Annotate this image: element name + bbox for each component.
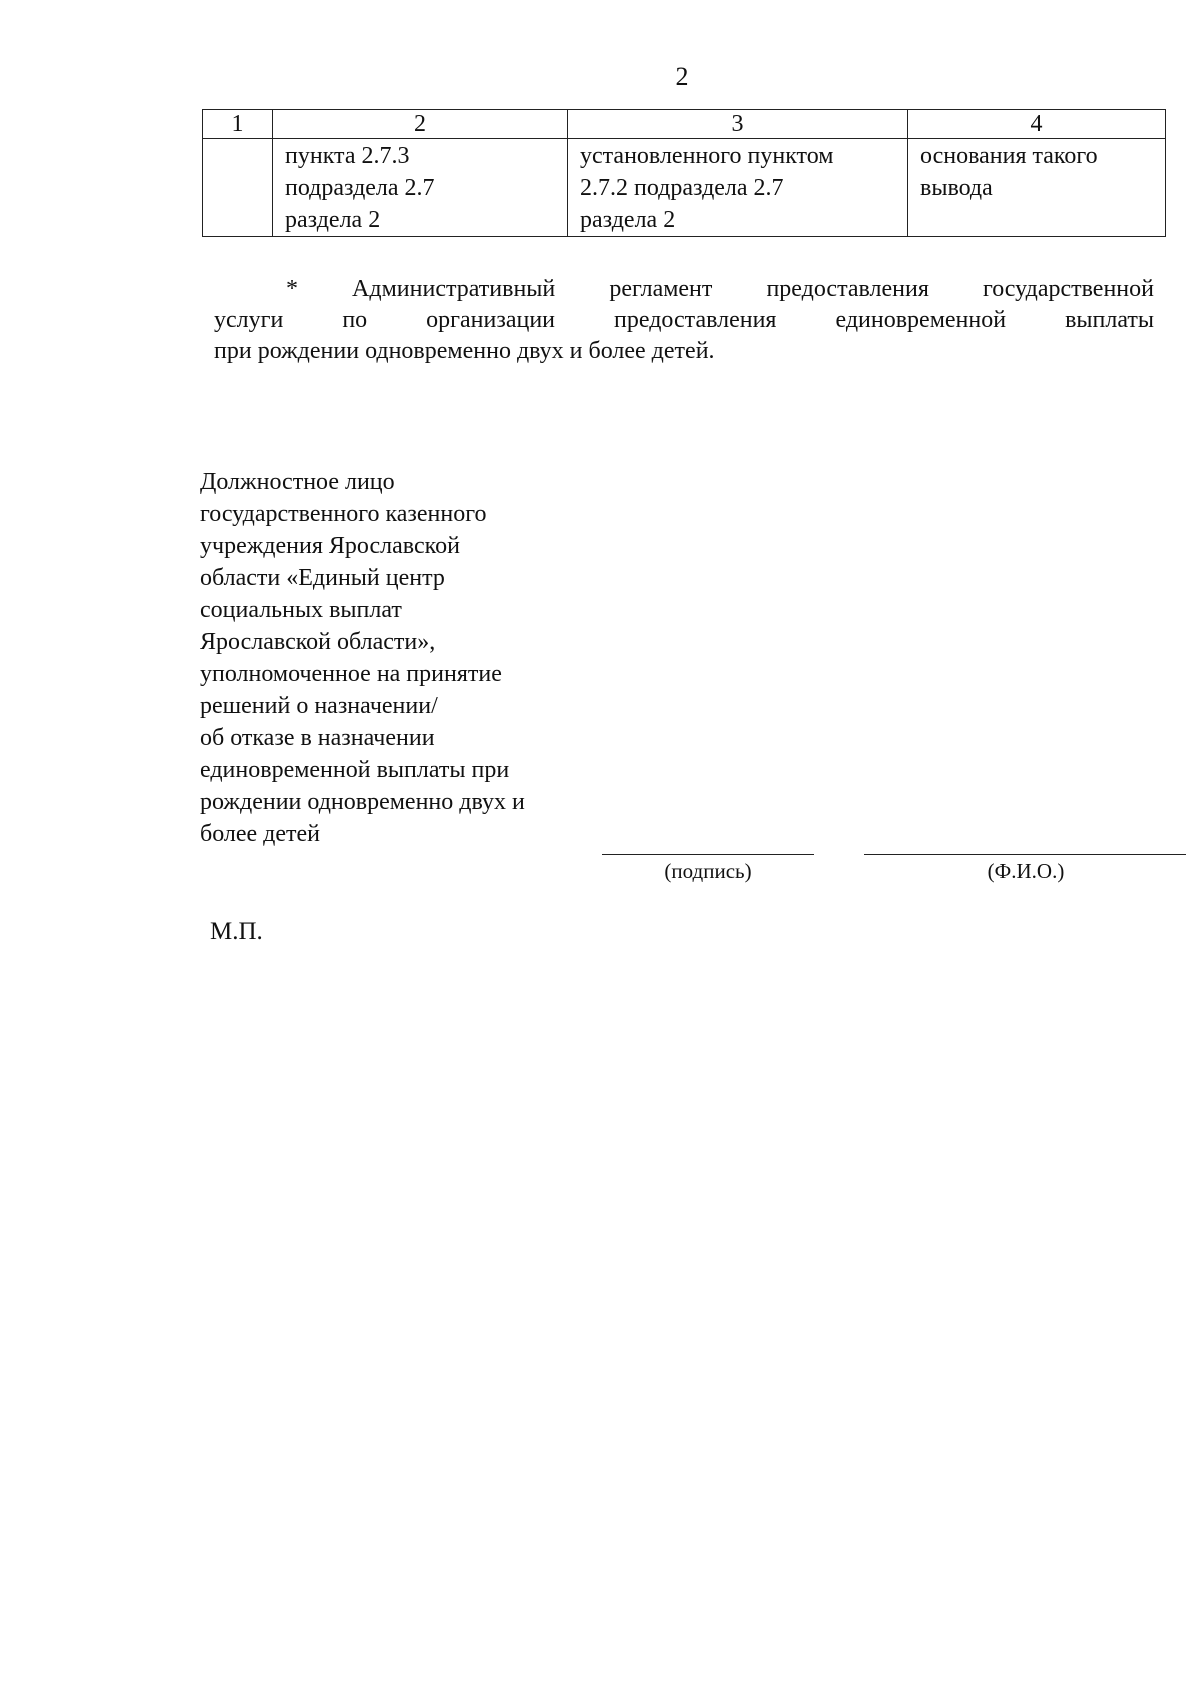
cell-text-line: 2.7.2 подраздела 2.7 — [580, 175, 784, 201]
full-name-line — [864, 854, 1186, 855]
official-title-line: решений о назначении/ — [200, 693, 438, 719]
table-cell-col3 — [568, 139, 908, 237]
official-title-line: социальных выплат — [200, 597, 402, 623]
document-table — [202, 109, 1166, 237]
table-header-cell: 1 — [203, 110, 273, 139]
table-header-cell: 2 — [273, 110, 568, 139]
footnote-line: * Административный регламент предоставления государственной — [286, 276, 1154, 302]
signature-caption: (подпись) — [664, 859, 752, 883]
signature-line — [602, 854, 814, 855]
footnote-line: услуги по организации предоставления единовременной выплаты — [214, 307, 1154, 333]
official-title-line: об отказе в назначении — [200, 725, 435, 751]
table-header-cell: 4 — [908, 110, 1166, 139]
official-title-line: Ярославской области», — [200, 629, 436, 655]
official-title-line: уполномоченное на принятие — [200, 661, 502, 687]
table-header-row — [203, 110, 1166, 139]
cell-text-line: вывода — [920, 175, 993, 201]
official-title-line: единовременной выплаты при — [200, 757, 510, 783]
cell-text-line: подраздела 2.7 — [285, 175, 435, 201]
table-row — [203, 139, 1166, 237]
cell-text-line: раздела 2 — [285, 207, 381, 233]
cell-text-line: основания такого — [920, 143, 1098, 169]
cell-text-line: пункта 2.7.3 — [285, 143, 410, 169]
full-name-caption: (Ф.И.О.) — [987, 859, 1065, 883]
official-title-line: государственного казенного — [200, 501, 487, 527]
official-title-line: области «Единый центр — [200, 565, 445, 591]
table-header-cell: 3 — [568, 110, 908, 139]
official-title-line: более детей — [200, 821, 321, 847]
official-title-block — [200, 466, 525, 850]
footnote — [214, 274, 1154, 367]
table-cell-col2 — [273, 139, 568, 237]
page-number: 2 — [675, 62, 689, 91]
footnote-line: при рождении одновременно двух и более детей. — [214, 338, 715, 364]
official-title-line: учреждения Ярославской — [200, 533, 460, 559]
table-cell-col4 — [908, 139, 1166, 237]
cell-text-line: установленного пунктом — [580, 143, 834, 169]
cell-text-line: раздела 2 — [580, 207, 676, 233]
table-cell-col1 — [203, 139, 273, 237]
official-title-line: Должностное лицо — [200, 469, 395, 495]
official-title-line: рождении одновременно двух и — [200, 789, 525, 815]
stamp-placeholder: М.П. — [210, 918, 263, 945]
